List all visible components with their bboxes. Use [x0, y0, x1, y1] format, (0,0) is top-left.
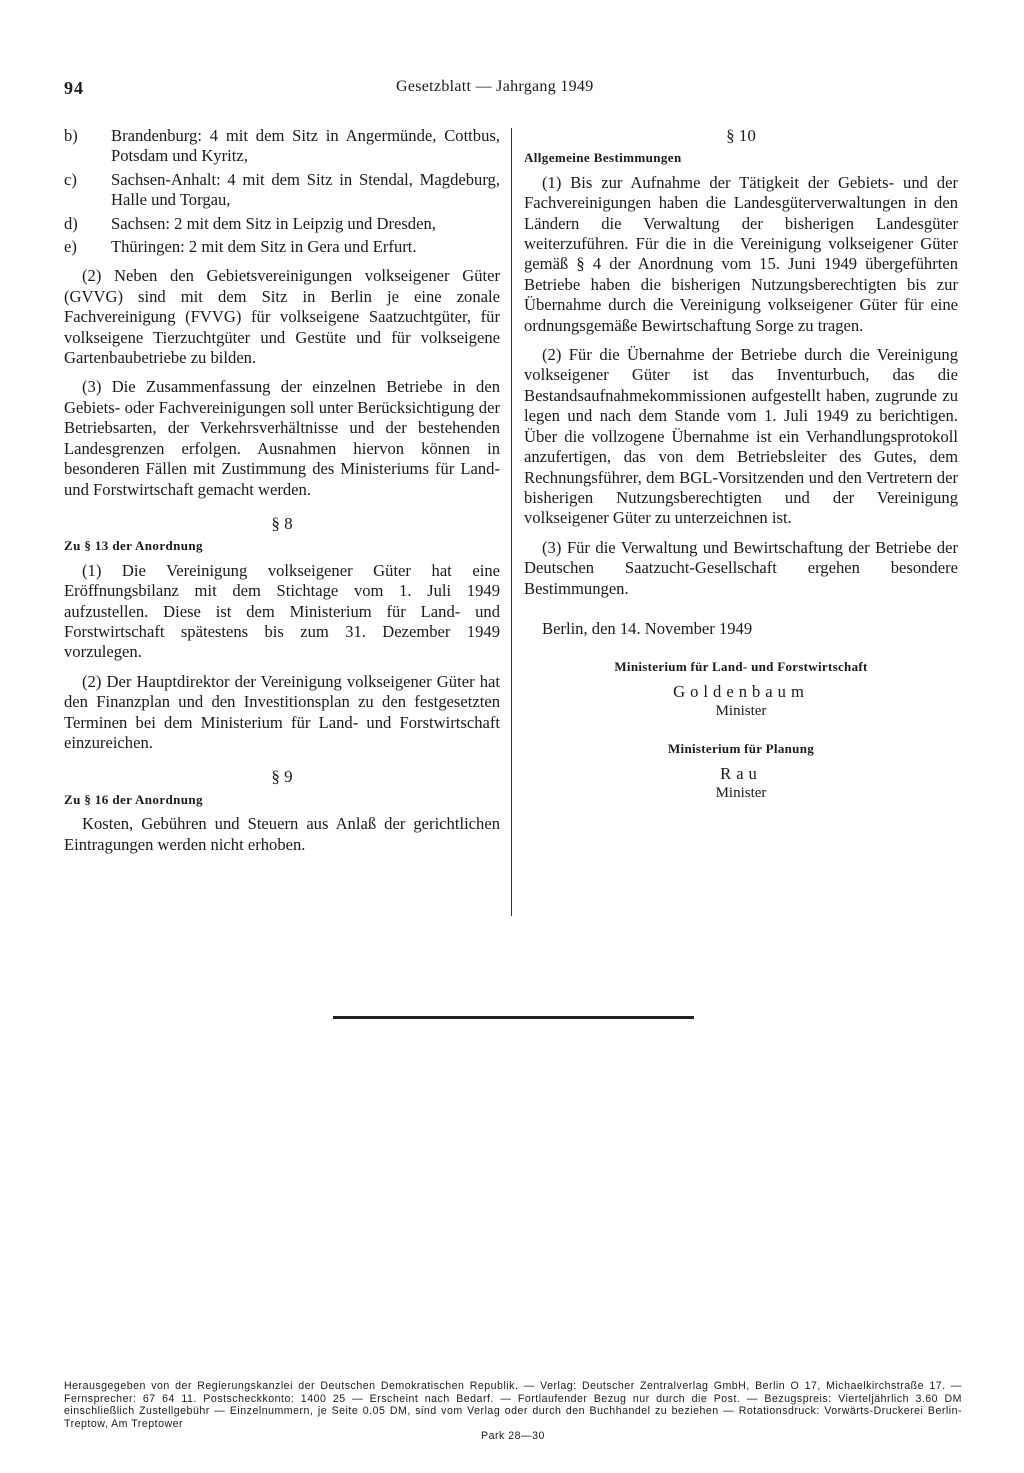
signatory-role: Minister: [715, 784, 767, 801]
list-item: [64, 170, 500, 211]
imprint: [64, 1380, 962, 1443]
paragraph: (3) Die Zusammenfassung der einzelnen Betriebe in den Gebiets- oder Fachvereinigungen soll unter Berücksichtigung der Betriebsarten, der Verkehrsverhältnisse und der bestehenden Landesgrenzen erfolgen. Ausnahmen hiervon können in besonderen Fällen mit Zustimmung des Ministeriums für Land- und Forstwirtschaft gemacht werden.: [64, 377, 500, 499]
signature-block: [524, 739, 958, 803]
paragraph: (1) Die Vereinigung volkseigener Güter hat eine Eröffnungsbilanz mit dem Stichtage vom 1. Juli 1949 aufzustellen. Diese ist dem Ministerium für Land- und Forstwirtschaft spätestens bis zum 31. Dezember 1949 vorzulegen.: [64, 560, 500, 662]
paragraph: (2) Neben den Gebietsvereinigungen volkseigener Güter (GVVG) sind mit dem Sitz in Berlin je eine zonale Fachvereinigung (FVVG) für volkseigene Saatzuchtgüter, für volkseigene Tierzuchtgüter und Gestüte und für volkseigene Gartenbaubetriebe zu bilden.: [64, 266, 500, 368]
imprint-last-line: Park 28—30: [481, 1430, 545, 1442]
list-item-mark: c): [64, 169, 77, 189]
section-heading: § 8: [271, 513, 293, 533]
list-item-text: Thüringen: 2 mit dem Sitz in Gera und Erfurt.: [111, 237, 417, 257]
list-item-mark: d): [64, 213, 78, 233]
page-number: 94: [64, 78, 84, 98]
signatory-name: Rau: [720, 763, 762, 783]
section-heading: § 9: [271, 767, 293, 787]
list-item-mark: b): [64, 126, 78, 145]
paragraph: (1) Bis zur Aufnahme der Tätigkeit der Gebiets- und der Fachvereinigungen haben die Landesgüterverwaltungen in den Ländern die Verwaltung der bisherigen Landesgüter weiterzuführen. Für die in die Vereinigung volkseigener Güter gemäß § 4 der Anordnung vom 15. Juni 1949 übergeführten Betriebe haben die bisherigen Nutzungsberechtigten bis zur Übernahme durch die Vereinigung volkseigener Güter für eine ordnungsgemäße Bewirtschaftung Sorge zu tragen.: [524, 172, 958, 335]
paragraph: (3) Für die Verwaltung und Bewirtschaftung der Betriebe der Deutschen Saatzucht-Gesellschaft ergehen besondere Bestimmungen.: [524, 537, 958, 598]
date-line: Berlin, den 14. November 1949: [542, 618, 753, 638]
ministry-name: Ministerium für Land- und Forstwirtschaft: [614, 659, 868, 675]
list-item-text: Sachsen: 2 mit dem Sitz in Leipzig und Dresden,: [111, 213, 436, 233]
list-item-text: Brandenburg: 4 mit dem Sitz in Angermünde, Cottbus, Potsdam und Kyritz,: [111, 126, 500, 166]
signature-block: [524, 657, 958, 721]
paragraph: (2) Der Hauptdirektor der Vereinigung volkseigener Güter hat den Finanzplan und den Investitionsplan zu den festgesetzten Terminen bei dem Ministerium für Land- und Forstwirtschaft einzureichen.: [64, 671, 500, 752]
list-item: [64, 237, 500, 257]
section-subheading: Allgemeine Bestimmungen: [524, 150, 682, 166]
paragraph: Kosten, Gebühren und Steuern aus Anlaß der gerichtlichen Eintragungen werden nicht erhoben.: [64, 814, 500, 854]
section-subheading: Zu § 13 der Anordnung: [64, 538, 203, 554]
right-column: [524, 126, 958, 803]
ministry-name: Ministerium für Planung: [667, 741, 815, 757]
closing-rule: [333, 1016, 694, 1019]
paragraph: (2) Für die Übernahme der Betriebe durch die Vereinigung volkseigener Güter ist das Inventurbuch, das die Bestandsaufnahmekommissionen aufgestellt haben, zugrunde zu legen und nach dem Stande vom 1. Juli 1949 zu berichtigen. Über die vollzogene Übernahme ist ein Verhandlungsprotokoll anzufertigen, das von dem Betriebsleiter des Gutes, dem Rechnungsführer, dem BGL-Vorsitzenden und den Vertretern der bisherigen Nutzungsberechtigten und der Vereinigung volkseigener Güter zu unterzeichnen ist.: [524, 345, 958, 528]
section-subheading: Zu § 16 der Anordnung: [64, 791, 203, 807]
list-item: [64, 126, 500, 167]
section-heading: § 10: [726, 126, 756, 145]
list-item: [64, 214, 500, 234]
signatory-role: Minister: [715, 703, 767, 720]
list-item-text: Sachsen-Anhalt: 4 mit dem Sitz in Stendal, Magdeburg, Halle und Torgau,: [111, 169, 500, 210]
running-head: Gesetzblatt — Jahrgang 1949: [396, 78, 594, 95]
list-item-mark: e): [64, 237, 77, 257]
signatory-name: Goldenbaum: [673, 681, 809, 701]
left-column: [64, 126, 500, 864]
column-divider: [511, 128, 512, 916]
imprint-text: Herausgegeben von der Regierungskanzlei der Deutschen Demokratischen Republik. — Verlag: Deutscher Zentralverlag GmbH, Berlin O 17, Michaelkirchstraße 17. — Fernsprecher: 67 64 11. Postscheckkonto: 1400 25 — Erscheint nach Bedarf. — Fortlaufender Bezug nur durch die Post. — Bezugspreis: Vierteljährlich 3.60 DM einschließlich Zustellgebühr — Einzelnummern, je Seite 0.05 DM, sind vom Verlag oder durch den Buchhandel zu beziehen — Rotationsdruck: Vorwärts-Druckerei Berlin-Treptow, Am Treptower: [64, 1380, 962, 1430]
